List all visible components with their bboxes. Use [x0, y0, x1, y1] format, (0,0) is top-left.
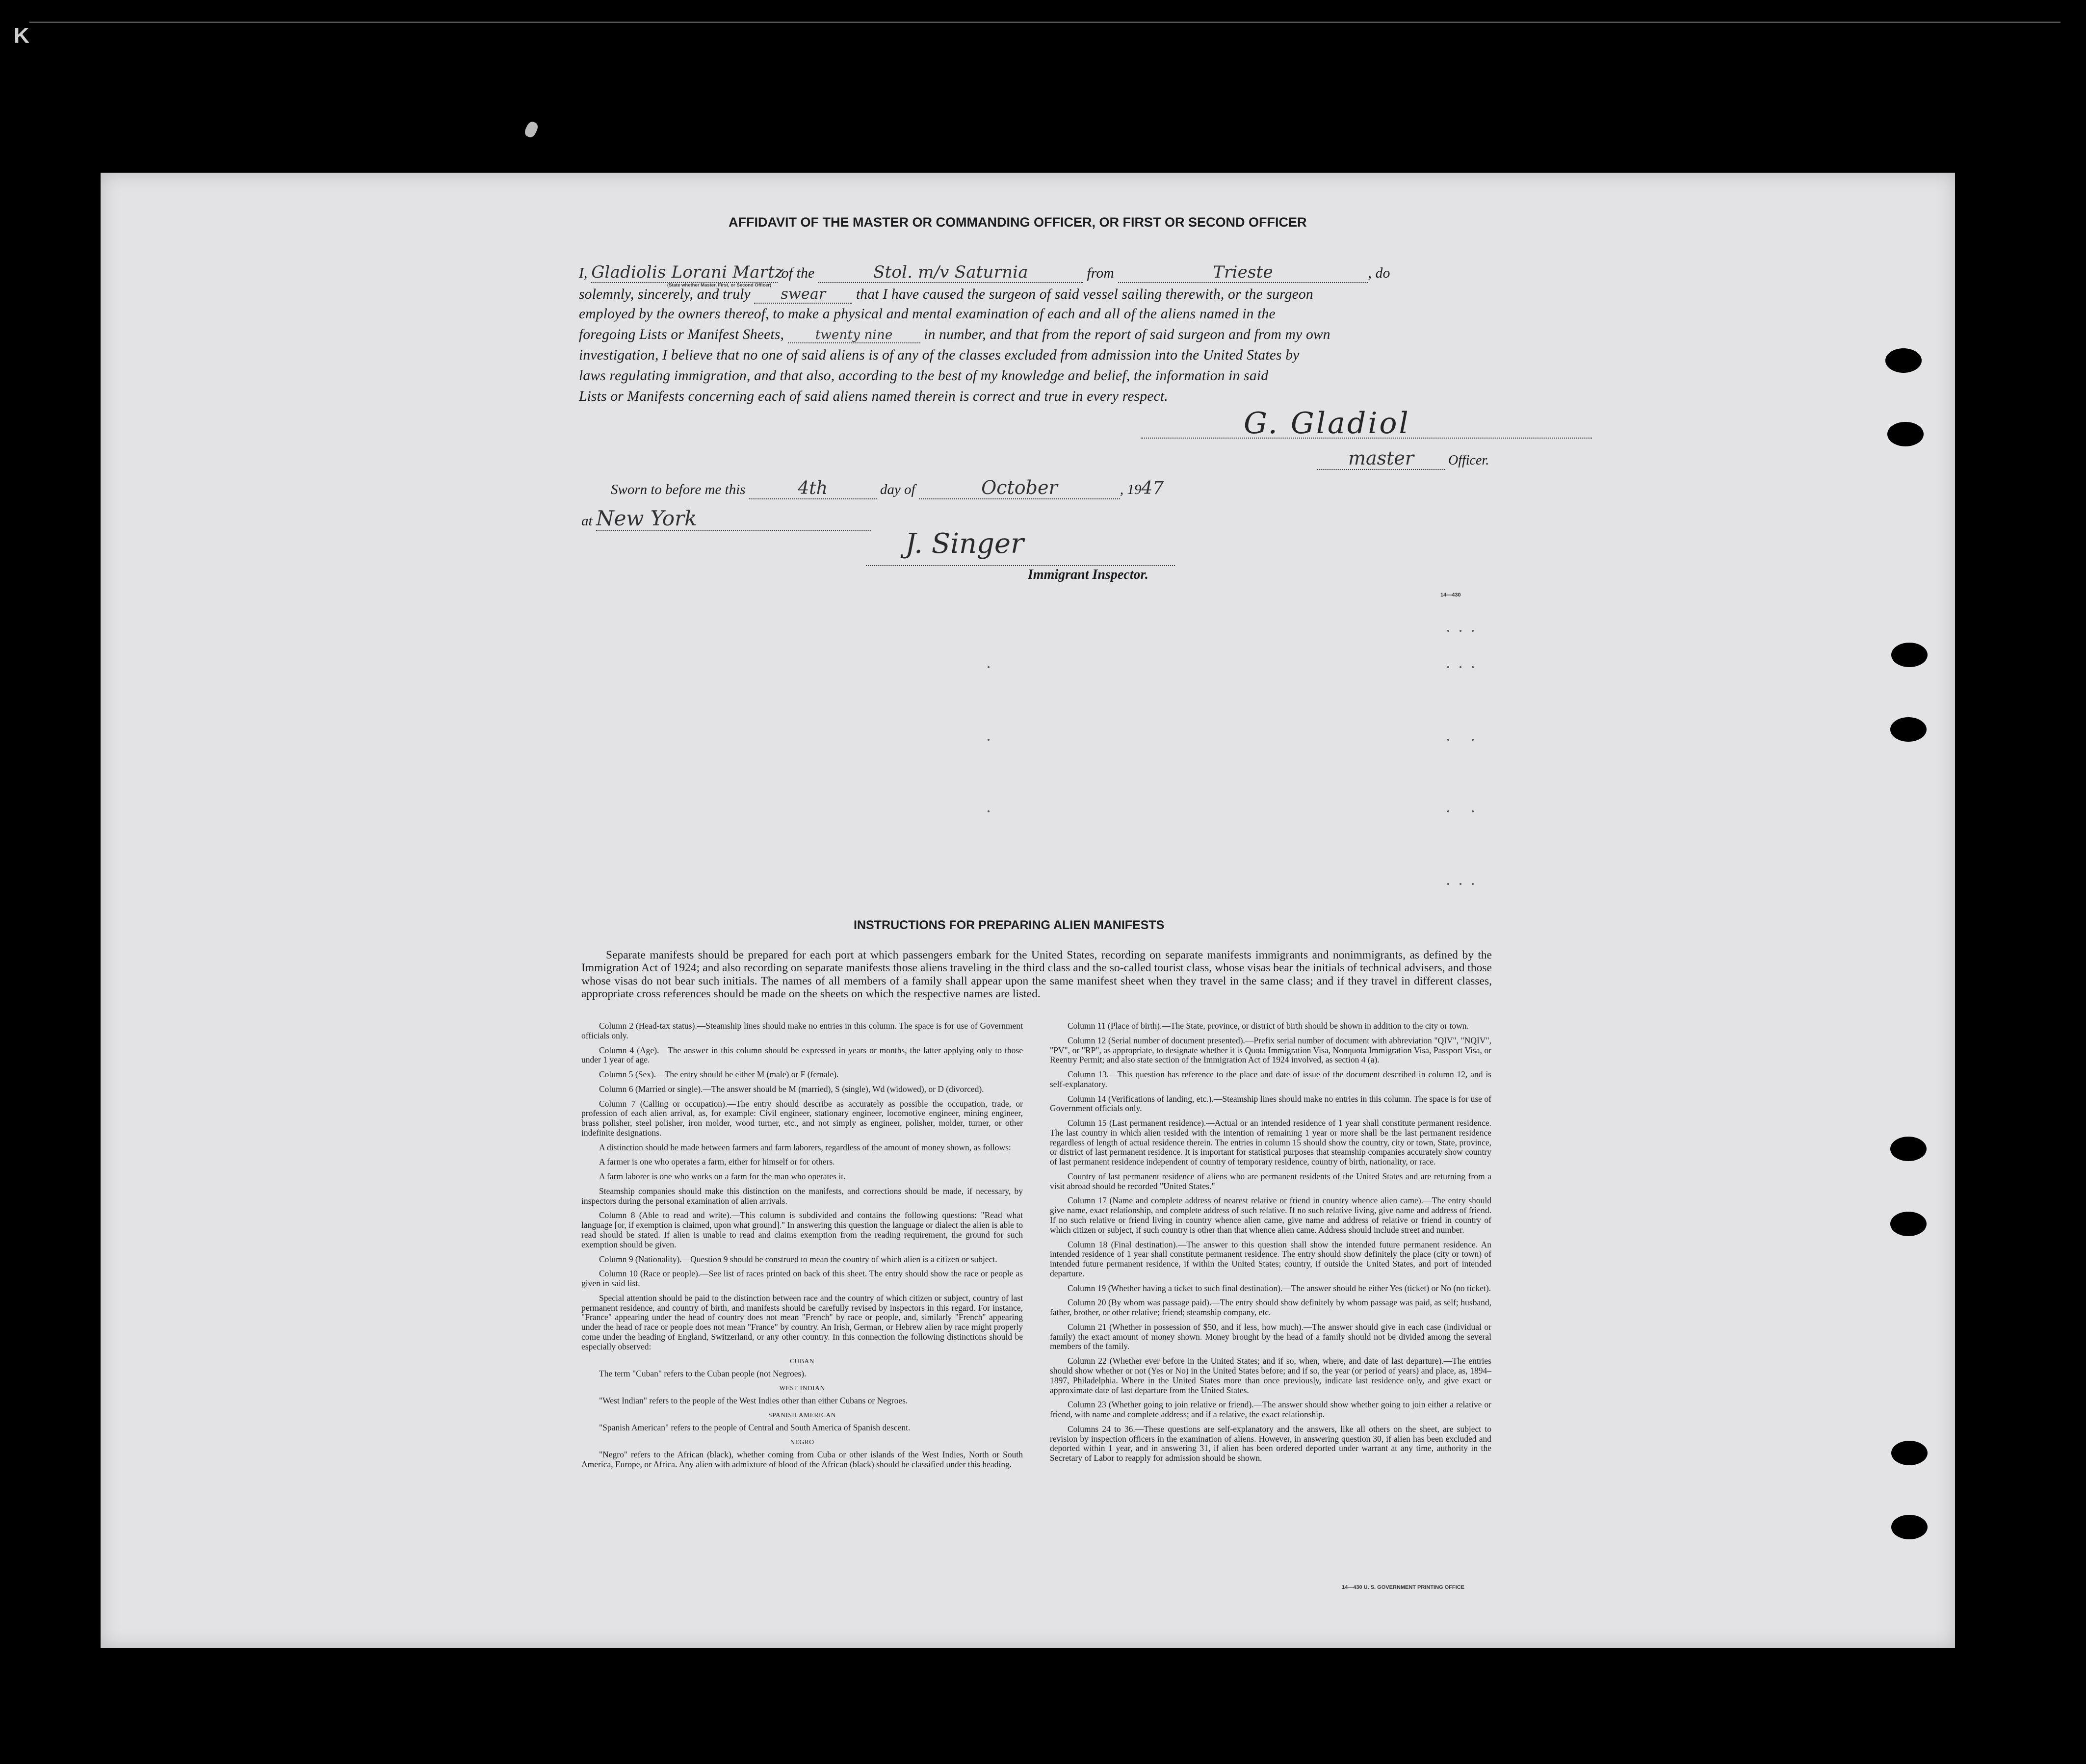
printer-note: 14—430 U. S. GOVERNMENT PRINTING OFFICE	[1342, 1584, 1464, 1590]
officer-name: Gladiolis Lorani Martz	[591, 262, 784, 282]
special-attention-text: Special attention should be paid to the distinction between race and the country of which citizen or subject, country of last permanent residence, and country of birth, and manifests should be carefully revised by inspectors in this regard. For instance, "France" appearing under the head of country does not mean "French" by race or people, and, similarly "French" appearing under the head of race or people does not mean "France" by country. An Irish, German, or Hebrew alien by race might properly come under the heading of England, Switzerland, or any other country. In this connection the following distinctions should be especially observed:	[581, 1293, 1023, 1351]
film-edge-line	[29, 22, 2060, 23]
negro-heading: NEGRO	[790, 1438, 814, 1446]
column-15-text: Column 15 (Last permanent residence).—Actual or an intended residence of 1 year shall constitute permanent residence. The last country in which alien resided with the intention of remaining 1 year or more shall be the last permanent residence regardless of length of actual residence therein. The entries in column 15 should show the country, city or town, State, province, or district of last permanent residence. It is important for statistical purposes that steamship companies accurately show country of last permanent residence independent of country of temporary residence, country of birth, nationality, or race.	[1050, 1118, 1491, 1167]
guide-dot	[1447, 630, 1449, 632]
guide-dot	[1472, 666, 1474, 668]
guide-dot	[1447, 739, 1449, 741]
column-13-text: Column 13.—This question has reference to the place and date of issue of the document described in column 12, and is self-explanatory.	[1050, 1069, 1491, 1089]
affidavit-line-7: Lists or Manifests concerning each of said aliens named therein is correct and true in every respect.	[579, 389, 1168, 404]
punch-hole	[1891, 1441, 1928, 1465]
affidavit-line-2	[579, 285, 1313, 304]
inspector-title: Immigrant Inspector.	[1028, 567, 1148, 582]
spanish-american-text: "Spanish American" refers to the people of Central and South America of Spanish descent.	[599, 1422, 911, 1432]
farmer-definition-text: A farmer is one who operates a farm, either for himself or for others.	[599, 1157, 835, 1167]
spanish-american-heading: SPANISH AMERICAN	[768, 1411, 836, 1419]
column-6-text: Column 6 (Married or single).—The answer should be M (married), S (single), Wd (widowed), or D (divorced).	[599, 1084, 984, 1094]
affidavit-title: AFFIDAVIT OF THE MASTER OR COMMANDING OFFICER, OR FIRST OR SECOND OFFICER	[729, 215, 1307, 230]
sworn-before-text: Sworn to before me this	[611, 482, 746, 497]
column-12-text: Column 12 (Serial number of document presented).—Prefix serial number of document with abbreviation "QIV", "NQIV", "PV", or "RP", as appropriate, to designate whether it is Quota Immigration Visa, Nonquota Immigration Visa, Passport Visa, or Reentry Permit; and also state section of the Immigration Act of 1924 involved, as section 4 (a).	[1050, 1035, 1491, 1065]
column-11-text: Column 11 (Place of birth).—The State, province, or district of birth should be shown in addition to the city or town.	[1068, 1021, 1469, 1031]
punch-hole	[1891, 643, 1928, 667]
sworn-place: New York	[596, 506, 871, 531]
affidavit-line-4	[579, 327, 1330, 343]
punch-hole	[1890, 1212, 1927, 1236]
sworn-line	[611, 477, 1164, 499]
punch-hole	[1887, 422, 1924, 446]
column-17-text: Column 17 (Name and complete address of nearest relative or friend in country whence alien came).—The entry should give name, exact relationship, and complete address of such relative. If no such relative living, give name and address of friend. If no such relative or friend living in country whence alien came, give name and address of relative or friend in country of which citizen or subject, if such country is other than that whence alien came. Address should include street and number.	[1050, 1195, 1491, 1235]
cuban-heading: CUBAN	[790, 1357, 814, 1365]
guide-dot	[988, 739, 990, 741]
column-8-text: Column 8 (Able to read and write).—This column is subdivided and contains the following questions: "Read what language [or, if exemption is claimed, upon what ground]." In answering this question the language or dialect the alien is able to read should be stated. If alien is unable to read and claims exemption from the reading requirement, the ground for such exemption should be given.	[581, 1210, 1023, 1249]
line4-start: foregoing Lists or Manifest Sheets,	[579, 327, 784, 342]
punch-hole	[1891, 1515, 1928, 1539]
guide-dot	[1472, 883, 1474, 885]
column-20-text: Column 20 (By whom was passage paid).—The entry should show definitely by whom passage was paid, as self; husband, father, brother, or other relative; friend; steamship company, etc.	[1050, 1297, 1491, 1318]
guide-dot	[1447, 810, 1449, 812]
residence-us-text: Country of last permanent residence of aliens who are permanent residents of the United States and are returning from a visit abroad should be recorded "United States."	[1050, 1171, 1491, 1191]
column-10-text: Column 10 (Race or people).—See list of races printed on back of this sheet. The entry should show the race or people as given in said list.	[581, 1269, 1023, 1289]
do-label: , do	[1368, 265, 1390, 281]
punch-hole	[1885, 348, 1922, 373]
port-from: Trieste	[1118, 262, 1368, 283]
manifest-sheet	[101, 173, 1955, 1648]
cuban-text: The term "Cuban" refers to the Cuban people (not Negroes).	[599, 1368, 807, 1378]
day-of-label: day of	[880, 482, 915, 497]
year-prefix: , 19	[1120, 482, 1142, 497]
guide-dot	[1472, 630, 1474, 632]
film-speck	[523, 120, 539, 139]
from-label: from	[1087, 265, 1114, 281]
column-14-text: Column 14 (Verifications of landing, etc.).—Steamship lines should make no entries in this column. The space is for use of Government officials only.	[1050, 1093, 1491, 1114]
column-22-text: Column 22 (Whether ever before in the United States; and if so, when, where, and date of last departure).—The entries should show whether or not (Yes or No) in the United States before; and if so, the year (or period of years) and place, as, 1894–1897, Philadelphia. Where in the United States more than once previously, indicate last residence only, and give exact or approximate date of last departure from the United States.	[1050, 1356, 1491, 1395]
punch-hole	[1890, 717, 1927, 742]
master-signature: G. Gladiol	[1244, 406, 1410, 441]
at-label: at	[581, 513, 593, 529]
line4-rest: in number, and that from the report of said surgeon and from my own	[924, 327, 1330, 342]
inspector-signature-line	[866, 565, 1175, 566]
guide-dot	[1472, 739, 1474, 741]
state-note: (State whether Master, First, or Second Officer)	[667, 283, 772, 288]
guide-dot	[988, 810, 990, 812]
year-suffix: 47	[1141, 478, 1164, 498]
column-4-text: Column 4 (Age).—The answer in this column should be expressed in years or months, the latter applying only to those under 1 year of age.	[581, 1045, 1023, 1065]
form-number: 14—430	[1440, 592, 1461, 598]
west-indian-text: "West Indian" refers to the people of the West Indies other than either Cubans or Negroes.	[599, 1395, 908, 1405]
rank-line	[1317, 447, 1489, 470]
column-21-text: Column 21 (Whether in possession of $50, and if less, how much).—The answer should give in each case (individual or family) the exact amount of money shown. Money brought by the head of a family should not be divided among the several members of the family.	[1050, 1322, 1491, 1351]
i-label: I,	[579, 265, 588, 281]
of-the-label: of the	[781, 265, 815, 281]
column-18-text: Column 18 (Final destination).—The answer to this question shall show the intended future permanent residence. An intended residence of 1 year shall constitute permanent residence. The entry should show definitely the place (city or town) of intended future permanent residence, if within the United States; country, if outside the United States, and port of intended departure.	[1050, 1239, 1491, 1278]
at-line	[581, 506, 871, 531]
column-23-text: Column 23 (Whether going to join relative or friend).—The answer should show whether going to join either a relative or friend, with name and complete address; and if a relative, the exact relationship.	[1050, 1400, 1491, 1420]
sworn-month: October	[919, 477, 1120, 499]
instructions-title: INSTRUCTIONS FOR PREPARING ALIEN MANIFESTS	[854, 918, 1165, 932]
affidavit-line-6: laws regulating immigration, and that also, according to the best of my knowledge and belief, the information in said	[579, 368, 1269, 384]
column-2-text: Column 2 (Head-tax status).—Steamship lines should make no entries in this column. The space is for use of Government officials only.	[581, 1021, 1023, 1040]
affidavit-line-1	[579, 262, 1390, 283]
farmer-distinction-text: A distinction should be made between farmers and farm laborers, regardless of the amount of money shown, as follows:	[599, 1142, 1011, 1152]
alien-count: twenty nine	[788, 328, 920, 343]
intro-text: Separate manifests should be prepared for each port at which passengers embark for the United States, recording on separate manifests immigrants and nonimmigrants, as defined by the Immigration Act of 1924; and also recording on separate manifests those aliens traveling in the third class and the so-called tourist class, whose visas bear the initials of technical advisers, and those whose visas do not bear such initials. The names of all members of a family shall appear upon the same manifest sheet when they travel in the same class; and if they travel in different classes, appropriate cross references should be made on the sheets on which the respective names are listed.	[581, 949, 1492, 1000]
sworn-word: swear	[754, 285, 852, 304]
inspector-signature: J. Singer	[905, 528, 1024, 560]
guide-dot	[1447, 666, 1449, 668]
negro-text: "Negro" refers to the African (black), whether coming from Cuba or other islands of the West Indies, North or South America, Europe, or Africa. Any alien with admixture of blood of the African (black) should be classified under this heading.	[581, 1449, 1023, 1469]
vessel-name: Stol. m/v Saturnia	[818, 262, 1083, 283]
column-19-text: Column 19 (Whether having a ticket to such final destination).—The answer should be either Yes (ticket) or No (no ticket).	[1068, 1283, 1491, 1293]
punch-hole	[1890, 1137, 1927, 1161]
officer-suffix: Officer.	[1448, 453, 1489, 468]
instructions-right-column	[1050, 1021, 1491, 1468]
line2-text: that I have caused the surgeon of said vessel sailing therewith, or the surgeon	[856, 286, 1313, 302]
column-9-text: Column 9 (Nationality).—Question 9 should be construed to mean the country of which alien is a citizen or subject.	[599, 1254, 997, 1264]
guide-dot	[1472, 810, 1474, 812]
column-5-text: Column 5 (Sex).—The entry should be either M (male) or F (female).	[599, 1069, 839, 1080]
solemnly-text: solemnly, sincerely, and truly	[579, 286, 751, 302]
guide-dot	[1460, 630, 1461, 632]
instructions-intro	[581, 949, 1492, 1000]
officer-rank: master	[1317, 447, 1445, 470]
farm-laborer-definition-text: A farm laborer is one who works on a farm for the man who operates it.	[599, 1171, 846, 1182]
sworn-day: 4th	[749, 478, 877, 499]
column-7-text: Column 7 (Calling or occupation).—The entry should describe as accurately as possible the occupation, trade, or profession of each alien arrival, as, for example: Civil engineer, stationary engineer, locomotive engineer, mining engineer, brass polisher, steel polisher, iron molder, wood turner, etc., and not simply as engineer, polisher, molder, turner, or other indefinite designations.	[581, 1098, 1023, 1138]
affidavit-line-5: investigation, I believe that no one of said aliens is of any of the classes excluded from admission into the United States by	[579, 347, 1300, 363]
guide-dot	[1460, 883, 1461, 885]
instructions-left-column	[581, 1021, 1023, 1474]
guide-dot	[1460, 666, 1461, 668]
guide-dot	[988, 666, 990, 668]
steamship-distinction-text: Steamship companies should make this distinction on the manifests, and corrections should be made, if necessary, by inspectors during the personal examination of alien arrivals.	[581, 1186, 1023, 1206]
columns-24-36-text: Columns 24 to 36.—These questions are self-explanatory and the answers, like all others on the sheet, are subject to revision by inspection officers in the examination of aliens. However, in answering question 30, if alien has been excluded and deported within 1 year, and in answering 31, if alien has been ordered deported under warrant at any time, authority in the Secretary of Labor to reapply for admission should be shown.	[1050, 1424, 1491, 1463]
guide-dot	[1447, 883, 1449, 885]
margin-mark: K	[14, 24, 29, 48]
west-indian-heading: WEST INDIAN	[779, 1384, 825, 1392]
affidavit-line-3: employed by the owners thereof, to make a physical and mental examination of each and all of the aliens named in the	[579, 306, 1276, 322]
